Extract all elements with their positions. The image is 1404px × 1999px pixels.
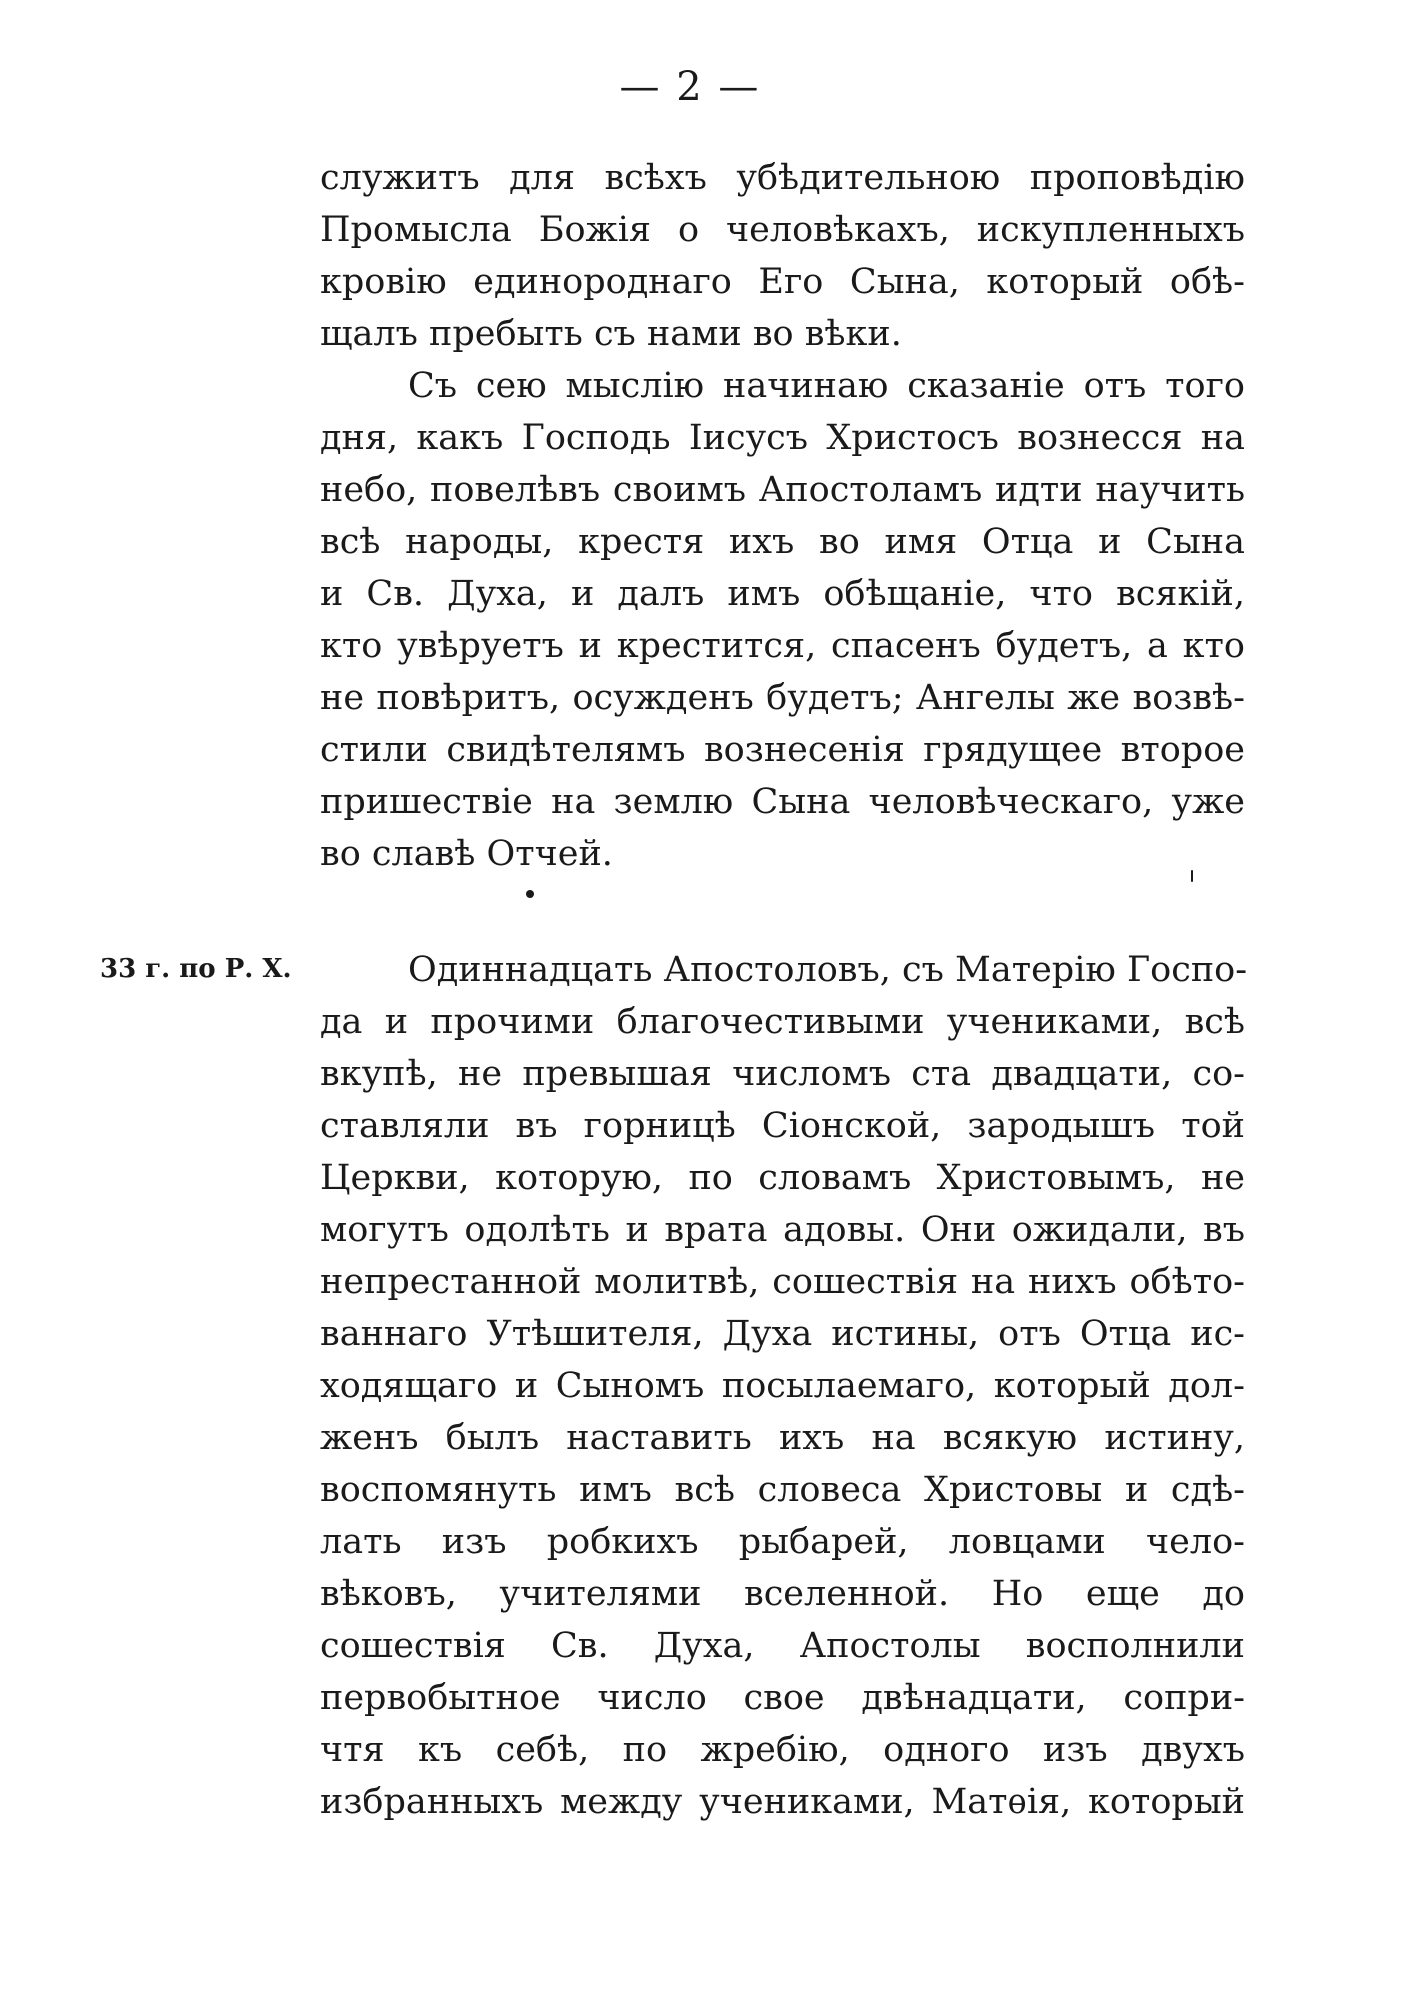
text-line: пришествіе на землю Сына человѣческаго, уже bbox=[320, 782, 1245, 822]
text-line: вѣковъ, учителями вселенной. Но еще до bbox=[320, 1574, 1245, 1614]
text-line: ходящаго и Сыномъ посылаемаго, который дол- bbox=[320, 1366, 1245, 1406]
text-line: сошествія Св. Духа, Апостолы восполнили bbox=[320, 1626, 1245, 1666]
text-line: не повѣритъ, осужденъ будетъ; Ангелы же возвѣ- bbox=[320, 678, 1245, 718]
text-line: вкупѣ, не превышая числомъ ста двадцати, со- bbox=[320, 1054, 1245, 1094]
text-line: лать изъ робкихъ рыбарей, ловцами чело- bbox=[320, 1522, 1245, 1562]
text-line: ставляли въ горницѣ Сіонской, зародышъ той bbox=[320, 1106, 1245, 1146]
text-line: да и прочими благочестивыми учениками, всѣ bbox=[320, 1002, 1245, 1042]
text-line: непрестанной молитвѣ, сошествія на нихъ обѣто- bbox=[320, 1262, 1245, 1302]
text-line: стили свидѣтелямъ вознесенія грядущее второе bbox=[320, 730, 1245, 770]
margin-date-note: 33 г. по Р. Х. bbox=[100, 954, 292, 984]
text-line: ваннаго Утѣшителя, Духа истины, отъ Отца ис- bbox=[320, 1314, 1245, 1354]
text-line: воспомянуть имъ всѣ словеса Христовы и сдѣ- bbox=[320, 1470, 1245, 1510]
text-line: первобытное число свое двѣнадцати, сопри- bbox=[320, 1678, 1245, 1718]
text-line: Церкви, которую, по словамъ Христовымъ, не bbox=[320, 1158, 1245, 1198]
page-number: — 2 — bbox=[619, 64, 761, 110]
text-line: небо, повелѣвъ своимъ Апостоламъ идти научить bbox=[320, 470, 1245, 510]
text-line: кто увѣруетъ и крестится, спасенъ будетъ, а кто bbox=[320, 626, 1245, 666]
ink-speck bbox=[1191, 870, 1193, 882]
text-line: дня, какъ Господь Іисусъ Христосъ вознесся на bbox=[320, 418, 1245, 458]
text-line: кровію единороднаго Его Сына, который обѣ- bbox=[320, 262, 1245, 302]
text-line: Одиннадцать Апостоловъ, съ Матерію Госпо- bbox=[408, 950, 1248, 990]
text-line: и Св. Духа, и далъ имъ обѣщаніе, что всякій, bbox=[320, 574, 1245, 614]
text-line: избранныхъ между учениками, Матѳія, который bbox=[320, 1782, 1245, 1822]
text-line: чтя къ себѣ, по жребію, одного изъ двухъ bbox=[320, 1730, 1245, 1770]
text-line: могутъ одолѣть и врата адовы. Они ожидали, въ bbox=[320, 1210, 1245, 1250]
text-line: во славѣ Отчей. bbox=[320, 834, 613, 874]
text-line: Съ сею мыслію начинаю сказаніе отъ того bbox=[408, 366, 1245, 406]
text-line: служитъ для всѣхъ убѣдительною проповѣдію bbox=[320, 158, 1245, 198]
text-line: щалъ пребыть съ нами во вѣки. bbox=[320, 314, 902, 354]
text-line: женъ былъ наставить ихъ на всякую истину, bbox=[320, 1418, 1245, 1458]
text-line: Промысла Божія о человѣкахъ, искупленныхъ bbox=[320, 210, 1245, 250]
ink-speck bbox=[526, 890, 534, 898]
text-line: всѣ народы, крестя ихъ во имя Отца и Сына bbox=[320, 522, 1245, 562]
